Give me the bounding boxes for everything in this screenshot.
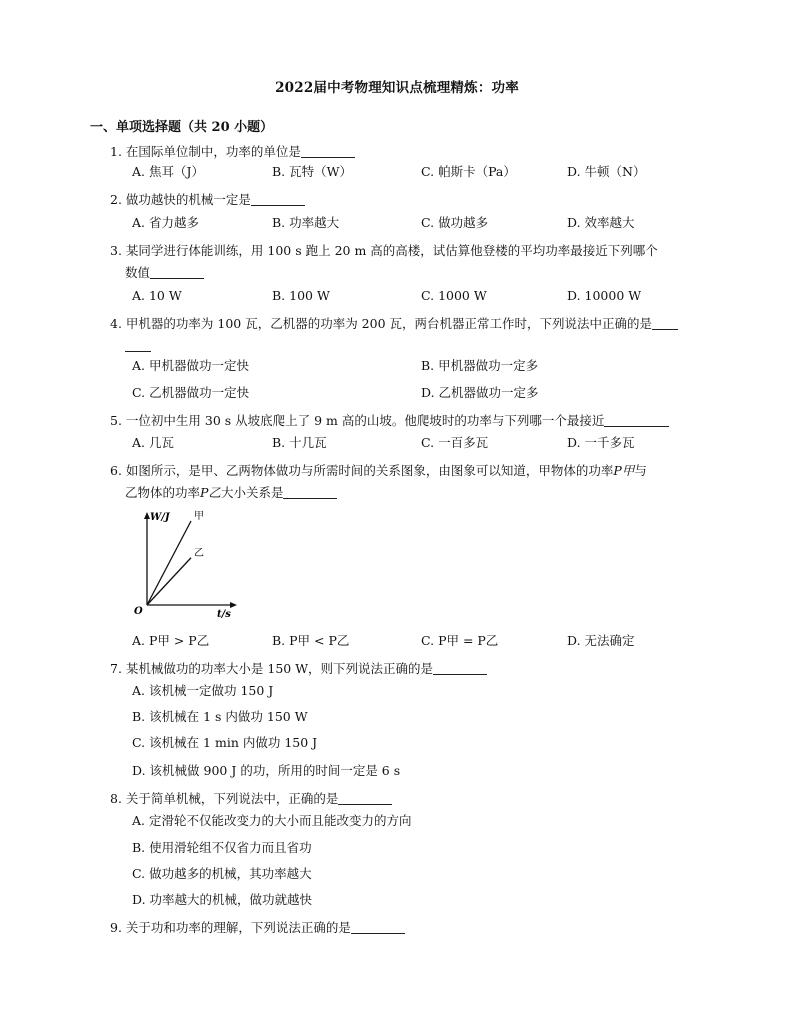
symbol-p-yi: P乙 (200, 485, 221, 500)
option-b[interactable]: B. 十几瓦 (272, 435, 327, 450)
option-d[interactable]: D. 无法确定 (567, 633, 635, 648)
option-c[interactable]: C. 一百多瓦 (421, 435, 489, 450)
option-b[interactable]: B. 使用滑轮组不仅省力而且省功 (132, 840, 312, 855)
section-heading: 一、单项选择题（共 20 小题） (90, 120, 274, 135)
option-b[interactable]: B. 该机械在 1 s 内做功 150 W (132, 709, 308, 724)
option-d[interactable]: D. 10000 W (567, 288, 642, 303)
option-b[interactable]: B. 100 W (272, 288, 330, 303)
answer-blank (301, 143, 355, 158)
question-5 (110, 410, 730, 432)
option-b[interactable]: B. 瓦特（W） (272, 164, 352, 179)
answer-blank (652, 315, 678, 330)
option-d[interactable]: D. 效率越大 (567, 215, 635, 230)
x-axis-label: t/s (217, 609, 231, 618)
question-8 (110, 788, 720, 810)
option-d[interactable]: D. 乙机器做功一定多 (421, 385, 539, 400)
question-9-stem: 9. 关于功和功率的理解，下列说法正确的是 (110, 920, 351, 935)
option-a[interactable]: A. 10 W (132, 288, 182, 303)
question-2-stem: 2. 做功越快的机械一定是 (110, 192, 251, 207)
option-d[interactable]: D. 该机械做 900 J 的功，所用的时间一定是 6 s (132, 763, 401, 778)
question-1-stem: 1. 在国际单位制中，功率的单位是 (110, 144, 301, 159)
question-4-stem: 4. 甲机器的功率为 100 瓦，乙机器的功率为 200 瓦，两台机器正常工作时，下列说法中正确的是 (110, 316, 653, 331)
question-3 (110, 240, 720, 284)
option-c[interactable]: C. 帕斯卡（Pa） (421, 164, 516, 179)
option-a[interactable]: A. 几瓦 (132, 435, 174, 450)
option-c[interactable]: C. P甲 = P乙 (421, 633, 499, 648)
question-6-stem-end: 与 (634, 463, 647, 478)
question-6 (110, 460, 730, 504)
question-7 (110, 658, 720, 680)
answer-blank (283, 484, 337, 499)
question-6-stem: 6. 如图所示，是甲、乙两物体做功与所需时间的关系图象，由图象可以知道，甲物体的功率 (110, 463, 614, 478)
question-4 (110, 313, 724, 357)
series-line-2 (147, 558, 191, 605)
option-d[interactable]: D. 一千多瓦 (567, 435, 635, 450)
option-b[interactable]: B. 功率越大 (272, 215, 340, 230)
question-8-stem: 8. 关于简单机械，下列说法中，正确的是 (110, 791, 339, 806)
answer-blank (251, 191, 305, 206)
question-2-options (132, 212, 732, 234)
answer-blank (338, 790, 392, 805)
option-b[interactable]: B. P甲 < P乙 (272, 633, 350, 648)
question-1 (110, 141, 720, 163)
x-axis-arrow (230, 602, 237, 608)
question-7-stem: 7. 某机械做功的功率大小是 150 W，则下列说法正确的是 (110, 661, 434, 676)
option-c[interactable]: C. 乙机器做功一定快 (132, 385, 250, 400)
answer-blank-cont (125, 337, 151, 352)
origin-label: O (134, 606, 143, 617)
option-a[interactable]: A. 省力越多 (132, 215, 199, 230)
work-time-graph (130, 508, 250, 618)
option-a[interactable]: A. 该机械一定做功 150 J (132, 683, 274, 698)
option-c[interactable]: C. 1000 W (421, 288, 487, 303)
option-a[interactable]: A. P甲 > P乙 (132, 633, 210, 648)
answer-blank (150, 264, 204, 279)
question-2 (110, 189, 720, 211)
page-title: 2022届中考物理知识点梳理精炼：功率 (275, 80, 519, 96)
y-axis-label: W/J (150, 512, 170, 523)
question-9 (110, 917, 720, 939)
question-3-stem-cont: 数值 (125, 265, 151, 280)
symbol-p-jia: P甲 (613, 463, 635, 478)
option-a[interactable]: A. 焦耳（J） (132, 164, 204, 179)
answer-blank (351, 919, 405, 934)
option-b[interactable]: B. 甲机器做功一定多 (421, 358, 539, 373)
question-4-options-row-2 (132, 382, 732, 404)
series-line-1 (147, 521, 191, 605)
series-label-2: 乙 (194, 547, 204, 559)
answer-blank (604, 412, 669, 427)
question-6-options (132, 630, 732, 652)
question-1-options (132, 161, 732, 183)
question-4-options-row-1 (132, 355, 732, 377)
option-d[interactable]: D. 功率越大的机械，做功就越快 (132, 892, 313, 907)
question-3-options (132, 285, 732, 307)
option-d[interactable]: D. 牛顿（N） (567, 164, 646, 179)
series-label-1: 甲 (194, 511, 204, 522)
question-6-stem-cont: 乙物体的功率 (125, 485, 201, 500)
question-5-stem: 5. 一位初中生用 30 s 从坡底爬上了 9 m 高的山坡。他爬坡时的功率与下列哪一个最接近 (110, 413, 605, 428)
option-c[interactable]: C. 该机械在 1 min 内做功 150 J (132, 735, 318, 750)
option-c[interactable]: C. 做功越多的机械，其功率越大 (132, 866, 312, 881)
option-c[interactable]: C. 做功越多 (421, 215, 489, 230)
option-a[interactable]: A. 定滑轮不仅能改变力的大小而且能改变力的方向 (132, 813, 412, 828)
question-5-options (132, 432, 732, 454)
answer-blank (433, 660, 487, 675)
option-a[interactable]: A. 甲机器做功一定快 (132, 358, 249, 373)
question-3-stem: 3. 某同学进行体能训练，用 100 s 跑上 20 m 高的高楼，试估算他登楼的平均功率最接近下列哪个 (110, 243, 658, 258)
question-6-stem-cont-2: 大小关系是 (220, 485, 284, 500)
